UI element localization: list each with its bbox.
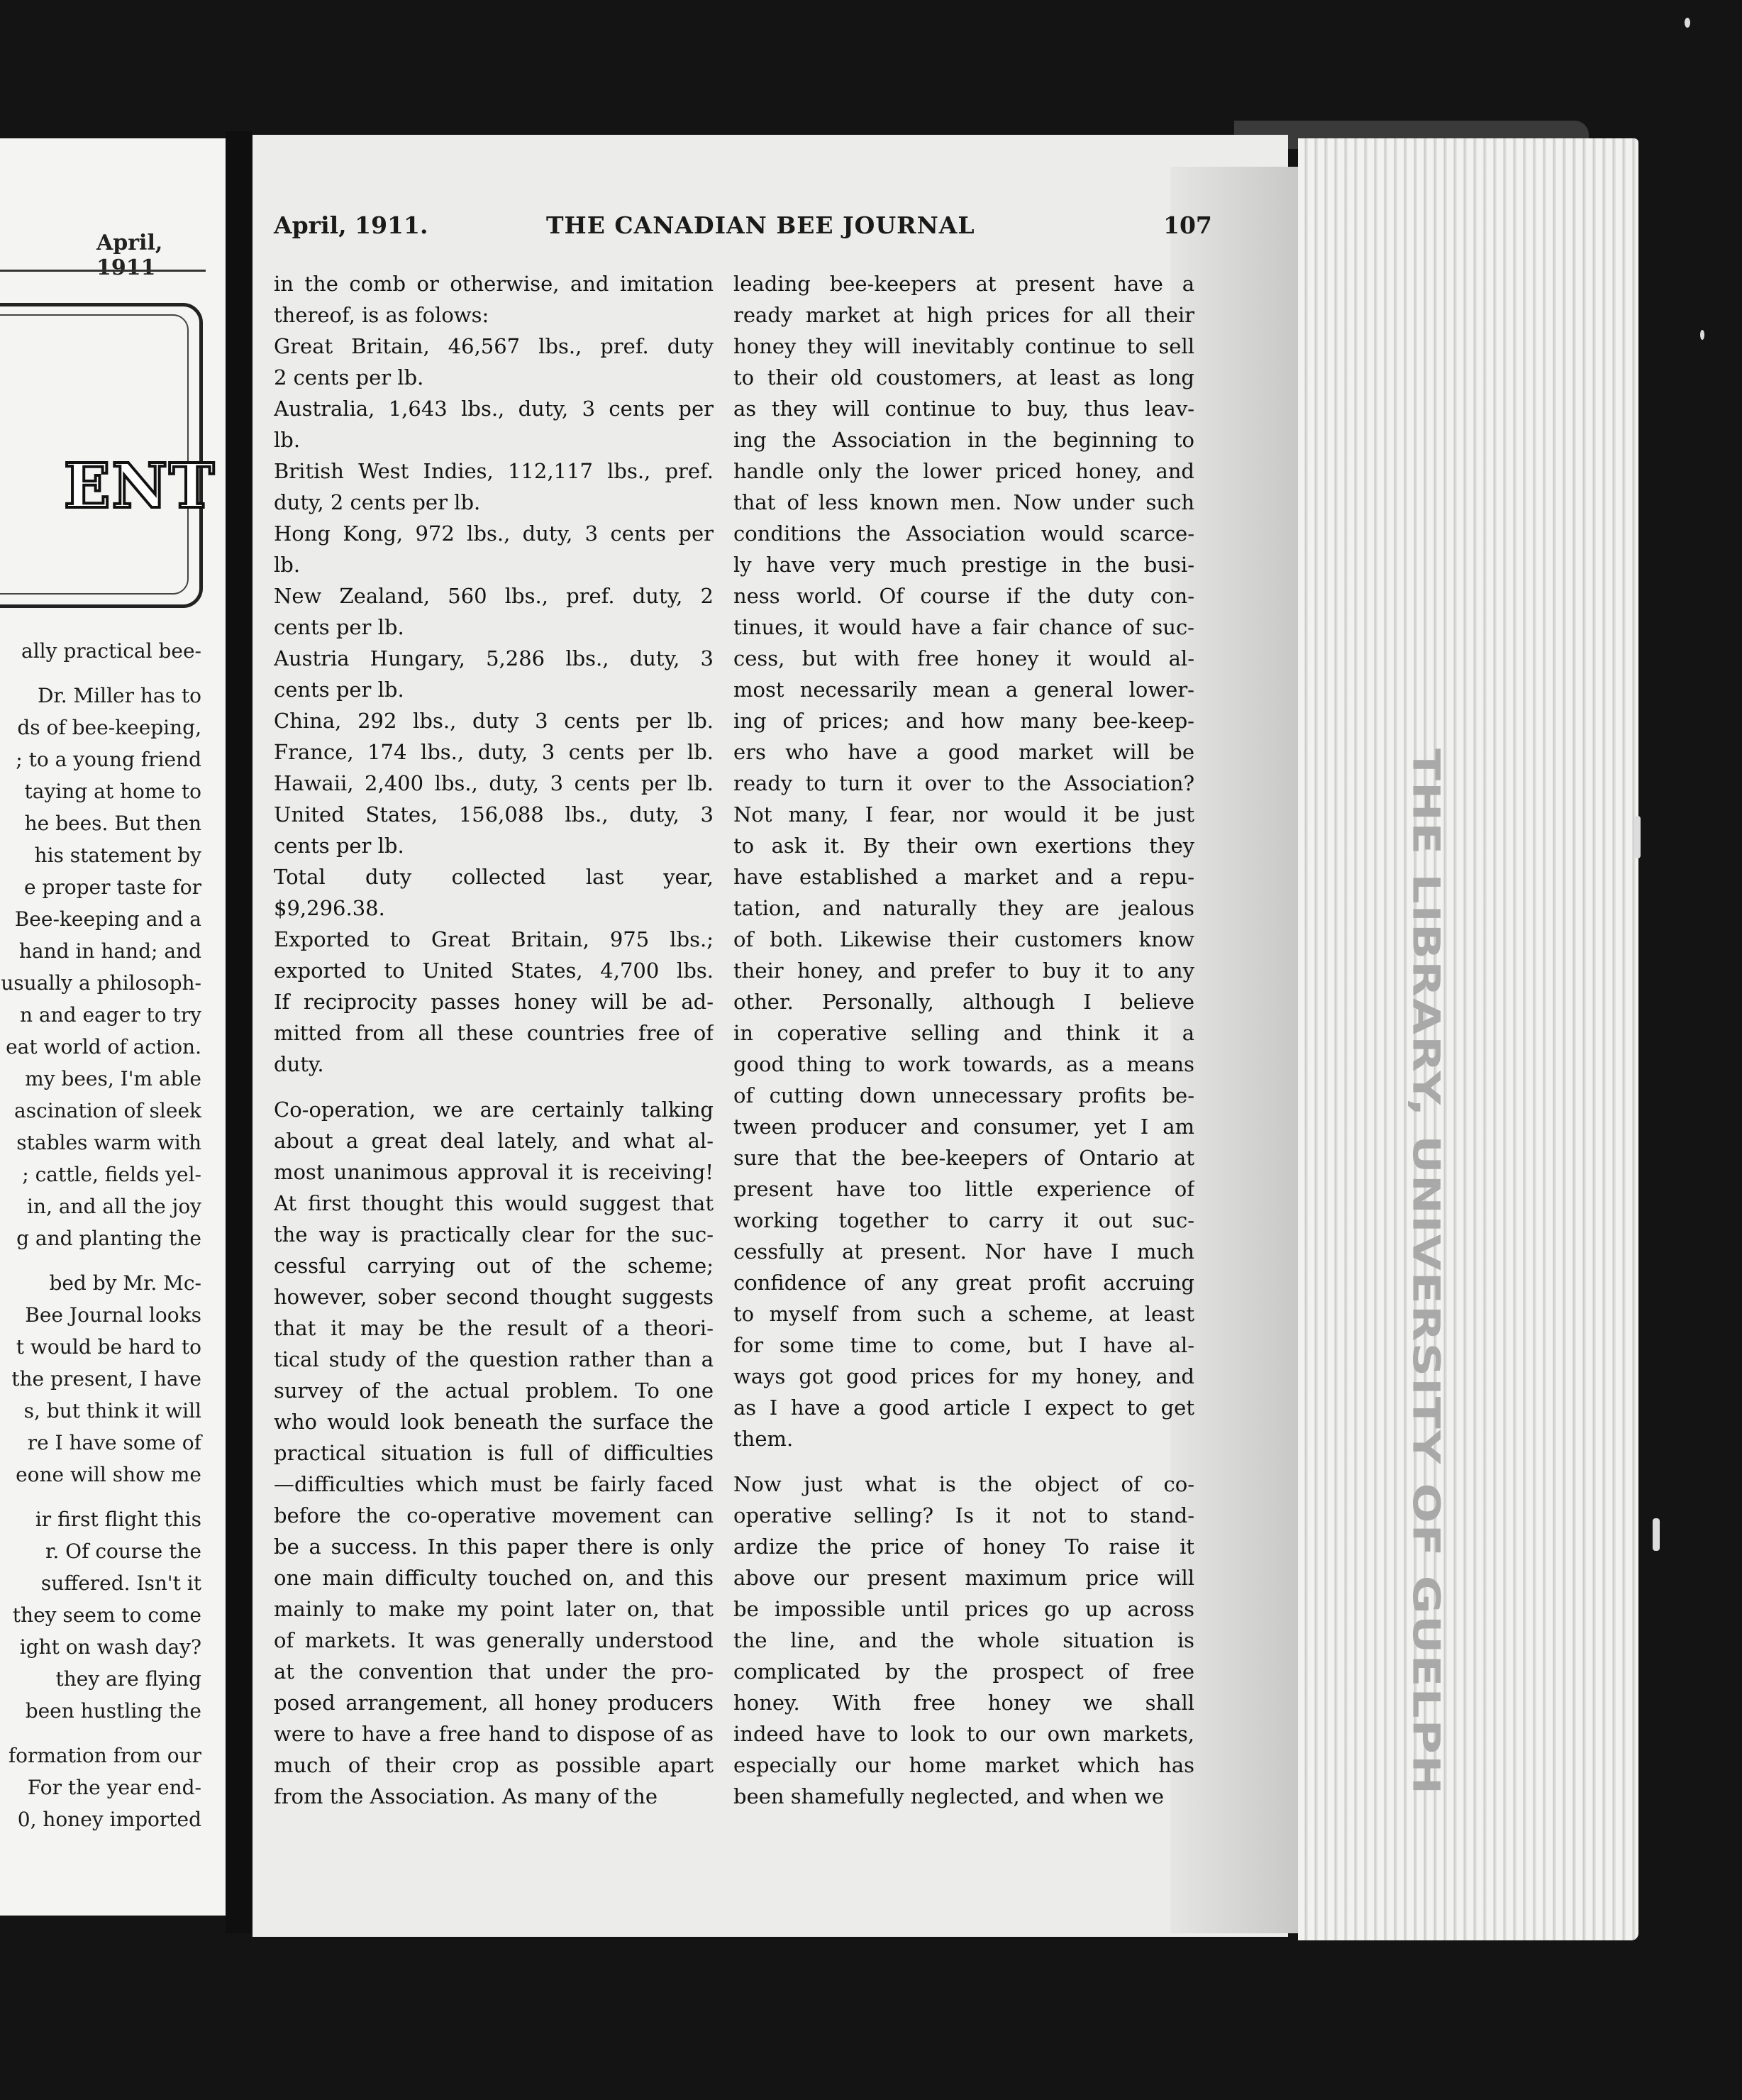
text-line: Great Britain, 46,567 lbs., pref. duty [274, 334, 714, 358]
text-line: to myself from such a scheme, at least [733, 1302, 1194, 1326]
text-line: tical study of the question rather than a [274, 1347, 714, 1371]
text-line: thereof, is as folows: [274, 303, 489, 327]
left-header-rule [0, 270, 206, 272]
text-line: most necessarily mean a general lower- [733, 678, 1194, 702]
text-line: cents per lb. [274, 678, 404, 702]
text-line: before the co-operative movement can [274, 1503, 714, 1527]
text-column-right [733, 268, 1194, 1812]
text-line: duty, 2 cents per lb. [274, 490, 481, 514]
left-page-text-line: Bee-keeping and a [14, 907, 201, 931]
text-line: most unanimous approval it is receiving! [274, 1160, 714, 1184]
text-line: lb. [274, 428, 301, 452]
left-page-text-line: 0, honey imported [17, 1808, 201, 1831]
left-page-text-line: ight on wash day? [19, 1635, 201, 1659]
left-page-text-line: eone will show me [16, 1463, 201, 1486]
text-line: them. [733, 1427, 794, 1451]
text-line: the line, and the whole situation is [733, 1628, 1194, 1652]
text-line: practical situation is full of difficulties [274, 1441, 714, 1465]
running-head-date: April, 1911. [274, 211, 428, 239]
left-page-text-line: formation from our [8, 1744, 201, 1767]
text-line: Now just what is the object of co- [733, 1472, 1194, 1496]
text-line: cess, but with free honey it would al- [733, 646, 1194, 670]
left-page-text-line: in, and all the joy [27, 1195, 201, 1218]
text-line: mainly to make my point later on, that [274, 1597, 714, 1621]
text-line: of markets. It was generally understood [274, 1628, 714, 1652]
left-page-text-line: r. Of course the [45, 1540, 201, 1563]
text-line: of both. Likewise their customers know [733, 927, 1194, 951]
text-line: Hong Kong, 972 lbs., duty, 3 cents per [274, 521, 714, 546]
left-page-text-line: s, but think it will [23, 1399, 201, 1422]
left-page-text-line: they seem to come [12, 1603, 201, 1627]
dust-speck [1685, 18, 1690, 28]
text-line: the way is practically clear for the suc- [274, 1222, 714, 1247]
left-page-text-line: been hustling the [25, 1699, 201, 1723]
text-line: were to have a free hand to dispose of as [274, 1722, 714, 1746]
text-line: ness world. Of course if the duty con- [733, 584, 1194, 608]
left-page-text-line: ds of bee-keeping, [17, 716, 201, 739]
text-line: good thing to work towards, as a means [733, 1052, 1194, 1076]
text-line: complicated by the prospect of free [733, 1659, 1194, 1684]
paragraph-gap [0, 667, 206, 680]
text-line: Exported to Great Britain, 975 lbs.; [274, 927, 714, 951]
text-line: survey of the actual problem. To one [274, 1378, 714, 1403]
paragraph-gap [274, 1080, 714, 1094]
text-line: confidence of any great profit accruing [733, 1271, 1194, 1295]
left-page-text-line: n and eager to try [20, 1003, 201, 1027]
left-page-text [0, 635, 206, 1835]
text-line: lb. [274, 553, 301, 577]
text-line: ly have very much prestige in the busi- [733, 553, 1194, 577]
text-line: —difficulties which must be fairly faced [274, 1472, 714, 1496]
left-page-text-line: bed by Mr. Mc- [49, 1271, 201, 1295]
text-line: duty. [274, 1052, 324, 1076]
library-stamp: THE LIBRARY, UNIVERSITY OF GUELPH [1404, 748, 1448, 1796]
left-page-text-line: he bees. But then [24, 812, 201, 835]
text-line: Austria Hungary, 5,286 lbs., duty, 3 [274, 646, 714, 670]
text-line: mitted from all these countries free of [274, 1021, 714, 1045]
left-page-text-line: ; cattle, fields yel- [22, 1163, 201, 1186]
paragraph-gap [0, 1727, 206, 1740]
text-line: have established a market and a repu- [733, 865, 1194, 889]
text-line: conditions the Association would scarce- [733, 521, 1194, 546]
text-line: cents per lb. [274, 615, 404, 639]
left-page-text-line: his statement by [34, 844, 201, 867]
text-line: cessfully at present. Nor have I much [733, 1239, 1194, 1264]
left-page-text-line: ascination of sleek [14, 1099, 201, 1122]
text-column-left [274, 268, 714, 1812]
left-page-text-line: For the year end- [27, 1776, 201, 1799]
text-line: Australia, 1,643 lbs., duty, 3 cents per [274, 397, 714, 421]
text-line: much of their crop as possible apart [274, 1753, 714, 1777]
text-line: cessful carrying out of the scheme; [274, 1254, 714, 1278]
left-page-text-line: re I have some of [27, 1431, 201, 1454]
text-line: honey they will inevitably continue to sell [733, 334, 1194, 358]
text-line: United States, 156,088 lbs., duty, 3 [274, 802, 714, 827]
text-line: their honey, and prefer to buy it to any [733, 958, 1194, 983]
text-line: that of less known men. Now under such [733, 490, 1194, 514]
left-page-text-line: the present, I have [11, 1367, 201, 1391]
left-page-text-line: my bees, I'm able [25, 1067, 201, 1090]
left-page-text-line: stables warm with [16, 1131, 201, 1154]
text-line: ready to turn it over to the Association? [733, 771, 1194, 795]
left-page-text-line: ; to a young friend [16, 748, 201, 771]
text-line: tinues, it would have a fair chance of suc- [733, 615, 1194, 639]
book-gutter [226, 131, 253, 1933]
text-line: China, 292 lbs., duty 3 cents per lb. [274, 709, 714, 733]
text-line: ardize the price of honey To raise it [733, 1535, 1194, 1559]
left-page-text-line: hand in hand; and [18, 939, 201, 963]
text-line: to their old coustomers, at least as long [733, 365, 1194, 389]
text-line: Total duty collected last year, [274, 865, 714, 889]
text-line: in coperative selling and think it a [733, 1021, 1194, 1045]
paragraph-gap [0, 1254, 206, 1267]
text-line: at the convention that under the pro- [274, 1659, 714, 1684]
text-line: working together to carry it out suc- [733, 1208, 1194, 1232]
text-line: who would look beneath the surface the [274, 1410, 714, 1434]
left-page-text-line: t would be hard to [16, 1335, 201, 1359]
text-line: ing the Association in the beginning to [733, 428, 1194, 452]
text-line: as I have a good article I expect to get [733, 1396, 1194, 1420]
dust-speck [1635, 816, 1641, 858]
text-line: New Zealand, 560 lbs., pref. duty, 2 [274, 584, 714, 608]
text-line: present have too little experience of [733, 1177, 1194, 1201]
left-page [0, 138, 231, 1916]
text-line: operative selling? Is it not to stand- [733, 1503, 1194, 1527]
running-head-title: THE CANADIAN BEE JOURNAL [546, 211, 975, 239]
text-line: tation, and naturally they are jealous [733, 896, 1194, 920]
text-line: $9,296.38. [274, 896, 385, 920]
text-line: handle only the lower priced honey, and [733, 459, 1194, 483]
text-line: indeed have to look to our own markets, [733, 1722, 1194, 1746]
text-line: about a great deal lately, and what al- [274, 1129, 714, 1153]
text-line: ing of prices; and how many bee-keep- [733, 709, 1194, 733]
text-line: as they will continue to buy, thus leav- [733, 397, 1194, 421]
paragraph-gap [733, 1454, 1194, 1469]
left-page-text-line: ally practical bee- [21, 639, 201, 663]
text-line: be impossible until prices go up across [733, 1597, 1194, 1621]
text-line: posed arrangement, all honey producers [274, 1691, 714, 1715]
left-page-text-line: suffered. Isn't it [40, 1571, 201, 1595]
text-line: sure that the bee-keepers of Ontario at [733, 1146, 1194, 1170]
text-line: honey. With free honey we shall [733, 1691, 1194, 1715]
left-page-text-line: Dr. Miller has to [37, 684, 201, 707]
text-line: to ask it. By their own exertions they [733, 834, 1194, 858]
text-line: ers who have a good market will be [733, 740, 1194, 764]
text-line: leading bee-keepers at present have a [733, 272, 1194, 296]
dust-speck [1653, 1518, 1660, 1551]
text-line: Hawaii, 2,400 lbs., duty, 3 cents per lb. [274, 771, 714, 795]
left-page-text-line: g and planting the [16, 1227, 201, 1250]
text-line: be a success. In this paper there is only [274, 1535, 714, 1559]
text-line: from the Association. As many of the [274, 1784, 658, 1808]
left-page-text-line: Bee Journal looks [25, 1303, 201, 1327]
text-line: ready market at high prices for all their [733, 303, 1194, 327]
text-line: At first thought this would suggest that [274, 1191, 714, 1215]
left-page-text-line: ir first flight this [35, 1508, 201, 1531]
text-line: Co-operation, we are certainly talking [274, 1098, 714, 1122]
text-line: that it may be the result of a theori- [274, 1316, 714, 1340]
left-page-text-line: they are flying [55, 1667, 201, 1691]
text-line: in the comb or otherwise, and imitation [274, 272, 714, 296]
text-line: other. Personally, although I believe [733, 990, 1194, 1014]
left-page-text-line: usually a philosoph- [1, 971, 201, 995]
text-line: France, 174 lbs., duty, 3 cents per lb. [274, 740, 714, 764]
text-line: cents per lb. [274, 834, 404, 858]
text-line: of cutting down unnecessary profits be- [733, 1083, 1194, 1107]
left-page-text-line: eat world of action. [6, 1035, 201, 1059]
text-line: however, sober second thought suggests [274, 1285, 714, 1309]
text-line: exported to United States, 4,700 lbs. [274, 958, 714, 983]
text-line: for some time to come, but I have al- [733, 1333, 1194, 1357]
text-line: especially our home market which has [733, 1753, 1194, 1777]
text-line: above our present maximum price will [733, 1566, 1194, 1590]
banner-title: ENT [64, 451, 216, 522]
paragraph-gap [0, 1491, 206, 1503]
text-line: been shamefully neglected, and when we [733, 1784, 1165, 1808]
left-page-header-date: April, 1911 [96, 231, 163, 280]
left-page-text-line: taying at home to [24, 780, 201, 803]
text-line: If reciprocity passes honey will be ad- [274, 990, 714, 1014]
page-number: 107 [1163, 211, 1212, 239]
text-line: 2 cents per lb. [274, 365, 424, 389]
text-line: Not many, I fear, nor would it be just [733, 802, 1194, 827]
text-line: tween producer and consumer, yet I am [733, 1115, 1194, 1139]
left-page-text-line: e proper taste for [23, 875, 201, 899]
text-line: ways got good prices for my honey, and [733, 1364, 1194, 1388]
dust-speck [1700, 330, 1704, 340]
text-line: one main difficulty touched on, and this [274, 1566, 714, 1590]
text-line: British West Indies, 112,117 lbs., pref. [274, 459, 714, 483]
